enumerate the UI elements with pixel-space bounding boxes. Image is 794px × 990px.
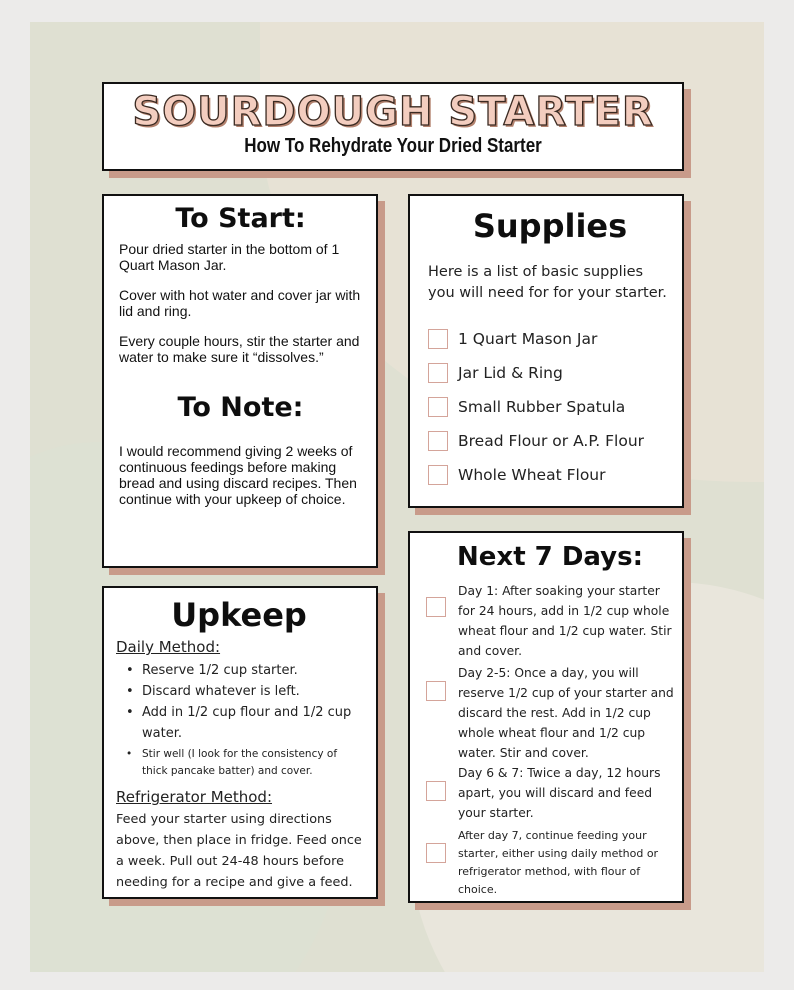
- checkbox[interactable]: [426, 597, 446, 617]
- supply-item: [428, 458, 672, 492]
- supply-label: 1 Quart Mason Jar: [458, 330, 598, 348]
- next-days-heading: Next 7 Days:: [457, 542, 643, 572]
- page-subtitle: How To Rehydrate Your Dried Starter: [244, 135, 542, 157]
- next-7-days-card: [408, 531, 684, 903]
- fridge-method-label: Refrigerator Method:: [116, 788, 273, 806]
- header-card: [102, 82, 684, 171]
- day-item: [426, 763, 674, 823]
- supply-checklist: [428, 322, 672, 492]
- supply-label: Jar Lid & Ring: [458, 364, 563, 382]
- day-text: Day 6 & 7: Twice a day, 12 hours apart, you will discard and feed your starter.: [458, 766, 661, 820]
- daily-step: • Add in 1/2 cup flour and 1/2 cup water.: [126, 702, 362, 744]
- day-text: Day 2-5: Once a day, you will reserve 1/2 cup of your starter and discard the rest. Add in 1/2 cup whole wheat flour and 1/2 cup water. Stir and cover.: [458, 666, 674, 760]
- to-start-paragraph: Every couple hours, stir the starter and water to make sure it “dissolves.”: [119, 333, 360, 365]
- checkbox[interactable]: [428, 397, 448, 417]
- supplies-intro: Here is a list of basic supplies you will need for for your starter.: [428, 264, 667, 301]
- checkbox[interactable]: [426, 681, 446, 701]
- daily-note: • Stir well (I look for the consistency of thick pancake batter) and cover.: [126, 746, 362, 780]
- supply-label: Small Rubber Spatula: [458, 398, 626, 416]
- checkbox[interactable]: [426, 843, 446, 863]
- fridge-method-text: Feed your starter using directions above, then place in fridge. Feed once a week. Pull out 24-48 hours before needing for a recipe and give a feed.: [116, 812, 362, 890]
- upkeep-heading: Upkeep: [171, 596, 307, 634]
- supplies-heading: Supplies: [472, 207, 628, 245]
- to-start-paragraph: Cover with hot water and cover jar with lid and ring.: [119, 287, 361, 319]
- day-text: Day 1: After soaking your starter for 24 hours, add in 1/2 cup whole wheat flour and 1/2 cup water. Stir and cover.: [458, 584, 672, 658]
- supply-item: [428, 390, 672, 424]
- daily-steps-list: [116, 660, 362, 780]
- to-start-heading: To Start:: [175, 203, 306, 234]
- checkbox[interactable]: [426, 781, 446, 801]
- supply-item: [428, 424, 672, 458]
- to-start-card: [102, 194, 378, 568]
- daily-method-label: Daily Method:: [116, 638, 221, 656]
- upkeep-card: [102, 586, 378, 899]
- to-start-paragraph: Pour dried starter in the bottom of 1 Quart Mason Jar.: [119, 241, 340, 273]
- checkbox[interactable]: [428, 431, 448, 451]
- supply-label: Whole Wheat Flour: [458, 466, 606, 484]
- day-item: [426, 581, 674, 661]
- day-item: [426, 827, 674, 899]
- day-item: [426, 663, 674, 763]
- to-note-heading: To Note:: [177, 392, 304, 423]
- page-title: SOURDOUGH STARTER: [132, 89, 654, 135]
- checkbox[interactable]: [428, 363, 448, 383]
- supply-item: [428, 322, 672, 356]
- checkbox[interactable]: [428, 465, 448, 485]
- supply-item: [428, 356, 672, 390]
- to-note-text: I would recommend giving 2 weeks of continuous feedings before making bread and using discard recipes. Then continue with your upkeep of choice.: [119, 443, 357, 507]
- daily-step: • Reserve 1/2 cup starter.: [126, 660, 362, 681]
- supplies-card: [408, 194, 684, 508]
- daily-step: • Discard whatever is left.: [126, 681, 362, 702]
- day-text: After day 7, continue feeding your starter, either using daily method or refrigerator method, with flour of choice.: [458, 829, 659, 896]
- supply-label: Bread Flour or A.P. Flour: [458, 432, 645, 450]
- checkbox[interactable]: [428, 329, 448, 349]
